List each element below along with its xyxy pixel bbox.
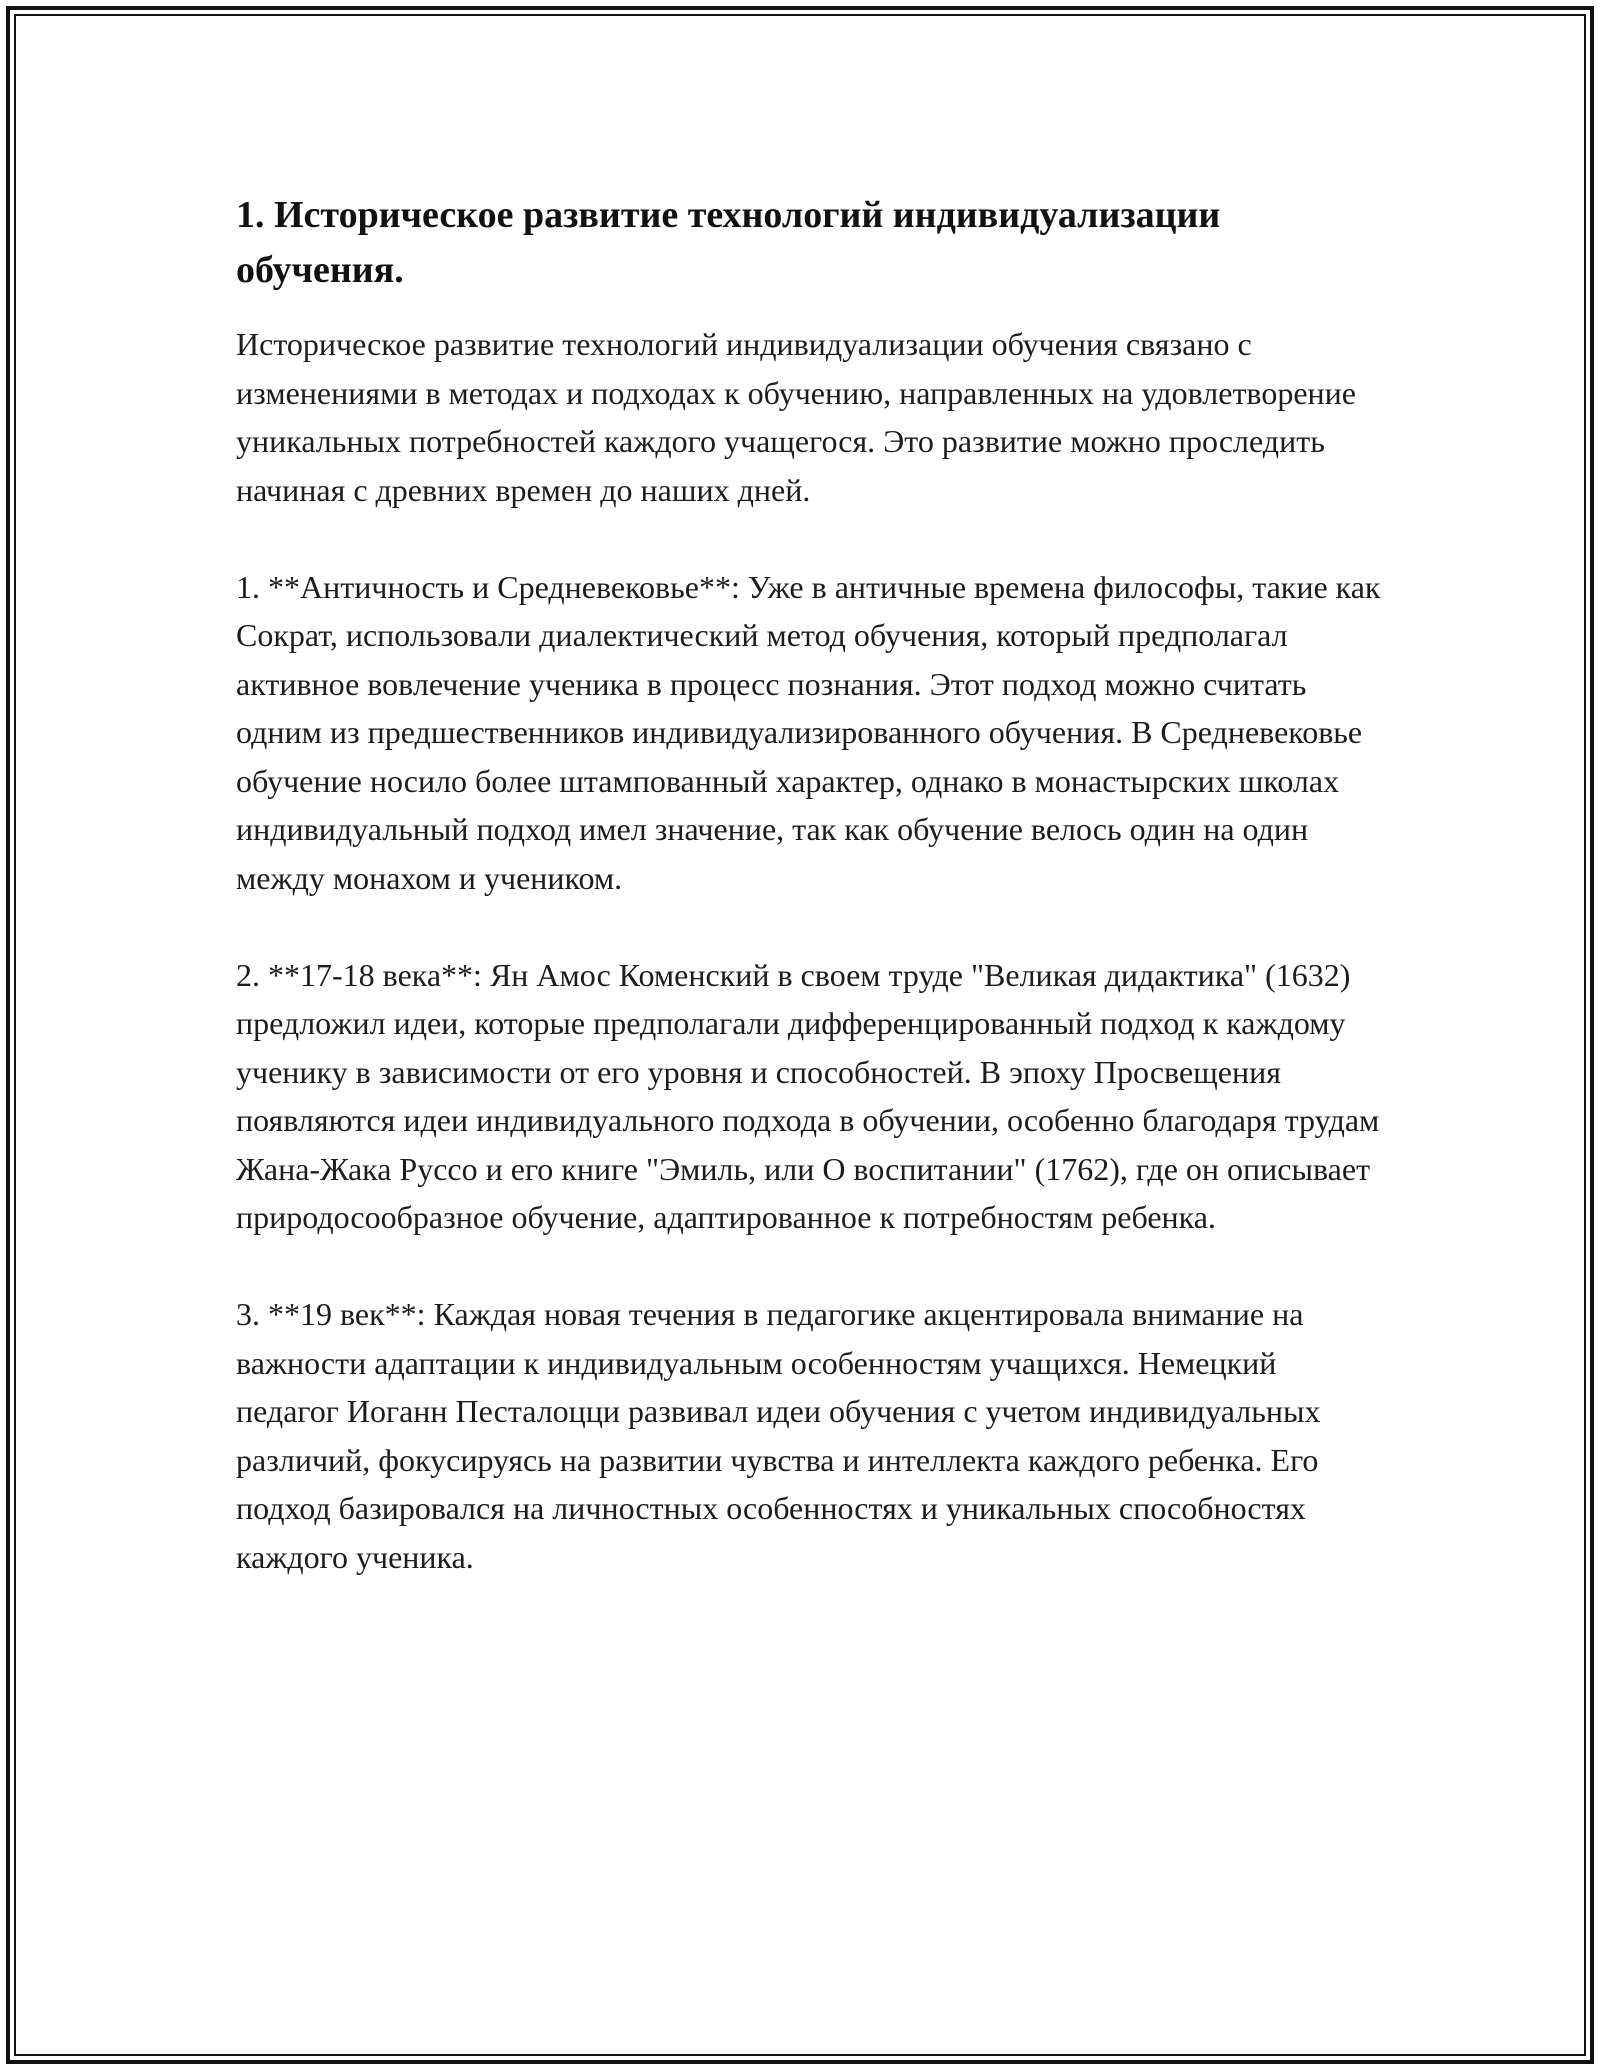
paragraph-19-century: 3. **19 век**: Каждая новая течения в педагогике акцентировала внимание на важности адаптации к индивидуальным особенностям учащихся. Немецкий педагог Иоганн Песталоцци развивал идеи обучения с учетом индивидуальных различий, фокусируясь на развитии чувства и интеллекта каждого ребенка. Его подход базировался на личностных особенностях и уникальных способностях каждого ученика. <box>236 1296 1321 1575</box>
section-heading: 1. Историческое развитие технологий индивидуализации обучения. <box>236 194 1221 291</box>
paragraph-17-18-century: 2. **17-18 века**: Ян Амос Коменский в своем труде "Великая дидактика" (1632) предложил идеи, которые предполагали дифференцированный подход к каждому ученику в зависимости от его уровня и способностей. В эпоху Просвещения появляются идеи индивидуального подхода в обучении, особенно благодаря трудам Жана-Жака Руссо и его книге "Эмиль, или О воспитании" (1762), где он описывает природосообразное обучение, адаптированное к потребностям ребенка. <box>236 956 1380 1235</box>
paragraph-antiquity: 1. **Античность и Средневековье**: Уже в античные времена философы, такие как Сократ, использовали диалектический метод обучения, который предполагал активное вовлечение ученика в процесс познания. Этот подход можно считать одним из предшественников индивидуализированного обучения. В Средневековье обучение носило более штампованный характер, однако в монастырских школах индивидуальный подход имел значение, так как обучение велось один на один между монахом и учеником. <box>236 568 1381 896</box>
intro-paragraph: Историческое развитие технологий индивидуализации обучения связано с изменениями в методах и подходах к обучению, направленных на удовлетворение уникальных потребностей каждого учащегося. Это развитие можно проследить начиная с древних времен до наших дней. <box>236 326 1356 508</box>
document-body <box>236 188 1386 1581</box>
